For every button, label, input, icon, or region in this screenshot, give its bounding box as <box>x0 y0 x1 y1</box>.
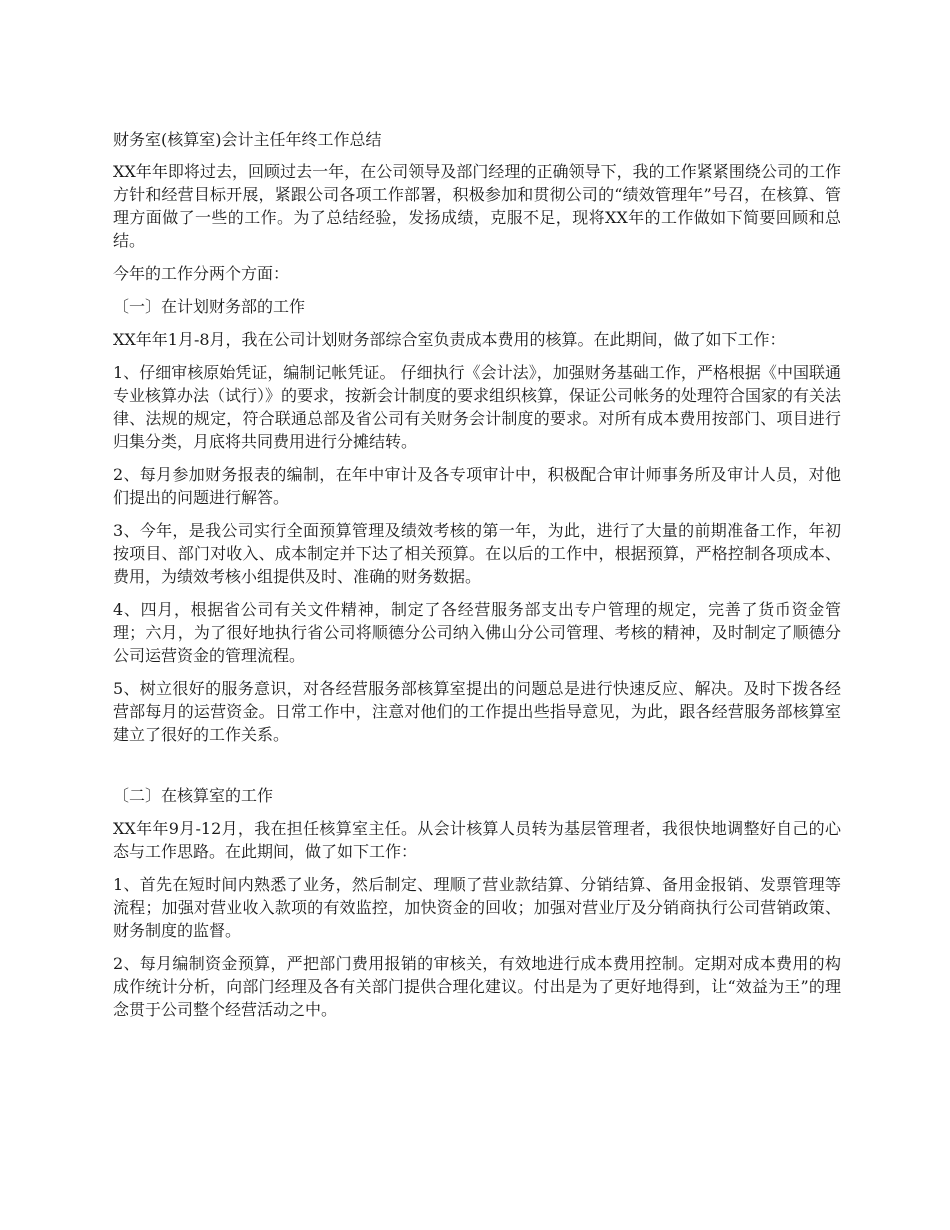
section-1-heading: 〔一〕在计划财务部的工作 <box>113 297 306 316</box>
section-2-item-1: 1、首先在短时间内熟悉了业务，然后制定、理顺了营业款结算、分销结算、备用金报销、发票管理等流程；加强对营业收入款项的有效监控，加快资金的回收；加强对营业厅及分销商执行公司营销政策、财务制度的监督。 <box>113 875 841 940</box>
section-1-item-1: 1、仔细审核原始凭证，编制记帐凭证。 仔细执行《会计法》，加强财务基础工作，严格根据《中国联通专业核算办法（试行）》的要求，按新会计制度的要求组织核算，保证公司帐务的处理符合国家的有关法律、法规的规定，符合联通总部及省公司有关财务会计制度的要求。对所有成本费用按部门、项目进行归集分类，月底将共同费用进行分摊结转。 <box>113 363 842 451</box>
document-title: 财务室(核算室)会计主任年终工作总结 <box>113 130 382 149</box>
section-2-item-2: 2、每月编制资金预算，严把部门费用报销的审核关，有效地进行成本费用控制。定期对成本费用的构成作统计分析，向部门经理及各有关部门提供合理化建议。付出是为了更好地得到，让“效益为王”的理念贯于公司整个经营活动之中。 <box>113 954 841 1019</box>
section-1-item-3: 3、今年，是我公司实行全面预算管理及绩效考核的第一年，为此，进行了大量的前期准备工作，年初按项目、部门对收入、成本制定并下达了相关预算。在以后的工作中，根据预算，严格控制各项成本、费用，为绩效考核小组提供及时、准确的财务数据。 <box>113 521 841 586</box>
document-page <box>113 128 841 1031</box>
section-1-item-5: 5、树立很好的服务意识，对各经营服务部核算室提出的问题总是进行快速反应、解决。及时下拨各经营部每月的运营资金。日常工作中，注意对他们的工作提出些指导意见，为此，跟各经营服务部核算室建立了很好的工作关系。 <box>113 679 841 744</box>
overview-paragraph: 今年的工作分两个方面： <box>113 264 290 283</box>
intro-paragraph: XX年年即将过去，回顾过去一年，在公司领导及部门经理的正确领导下，我的工作紧紧围绕公司的工作方针和经营目标开展，紧跟公司各项工作部署，积极参加和贯彻公司的“绩效管理年”号召，在核算、管理方面做了一些的工作。为了总结经验，发扬成绩，克服不足，现将XX年的工作做如下简要回顾和总结。 <box>113 162 841 250</box>
section-1-item-2: 2、每月参加财务报表的编制，在年中审计及各专项审计中，积极配合审计师事务所及审计人员，对他们提出的问题进行解答。 <box>113 465 841 507</box>
section-2-heading: 〔二〕在核算室的工作 <box>113 786 274 805</box>
section-spacer <box>113 756 841 784</box>
section-1-lead: XX年年1月-8月，我在公司计划财务部综合室负责成本费用的核算。在此期间，做了如下工作： <box>113 330 786 349</box>
section-1-item-4: 4、四月，根据省公司有关文件精神，制定了各经营服务部支出专户管理的规定，完善了货币资金管理；六月，为了很好地执行省公司将顺德分公司纳入佛山分公司管理、考核的精神，及时制定了顺德分公司运营资金的管理流程。 <box>113 600 841 665</box>
section-2-lead: XX年年9月-12月，我在担任核算室主任。从会计核算人员转为基层管理者，我很快地调整好自己的心态与工作思路。在此期间，做了如下工作： <box>113 819 841 861</box>
